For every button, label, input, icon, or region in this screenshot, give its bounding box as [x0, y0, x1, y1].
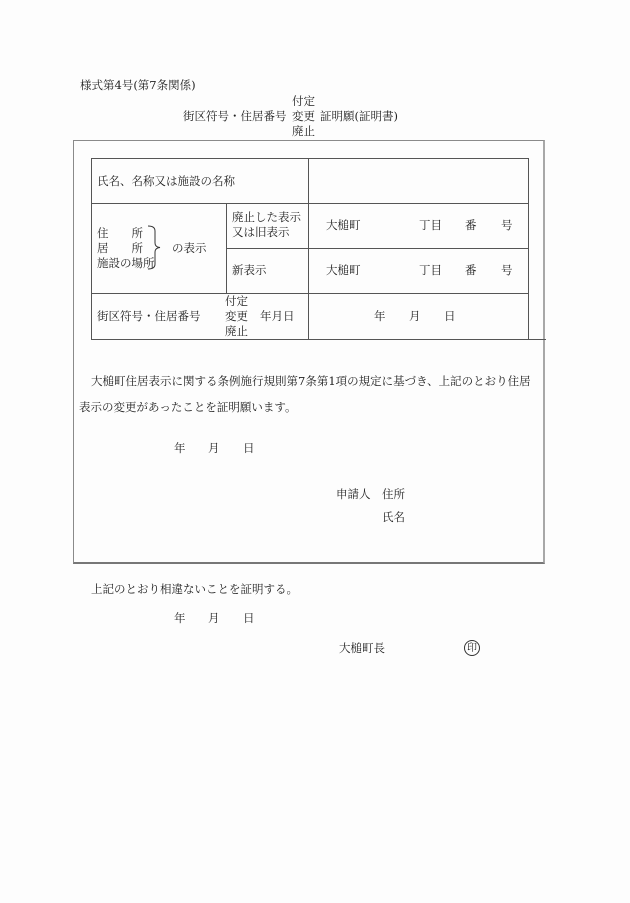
- request-body-line1: 大槌町住居表示に関する条例施行規則第7条第1項の規定に基づき、上記のとおり住居: [91, 374, 531, 388]
- old-town: 大槌町: [326, 218, 361, 232]
- block-number-label: 街区符号・住居番号: [97, 309, 201, 323]
- title-prefix: 街区符号・住居番号: [183, 109, 287, 123]
- title-option-fuitei: 付定: [292, 94, 315, 108]
- form-number: 様式第4号(第7条関係): [80, 78, 196, 92]
- certification-statement: 上記のとおり相違ないことを証明する。: [91, 582, 298, 596]
- applicant-address-label: 住所: [382, 487, 405, 501]
- old-ban: 番: [465, 218, 477, 232]
- new-town: 大槌町: [326, 263, 361, 277]
- request-body-line2: 表示の変更があったことを証明願います。: [79, 400, 297, 414]
- new-chome: 丁目: [419, 263, 442, 277]
- new-go: 号: [501, 263, 513, 277]
- row3-year: 年: [374, 309, 386, 323]
- title-suffix: 証明願(証明書): [320, 109, 398, 123]
- address-label-jusho: 住 所: [97, 226, 143, 240]
- display-suffix: の表示: [172, 241, 207, 255]
- title-option-henkou: 変更: [292, 109, 315, 123]
- row3-option-henkou: 変更: [225, 309, 248, 323]
- address-label-shisetsu: 施設の場所: [97, 256, 155, 270]
- certification-day: 日: [243, 611, 255, 625]
- certification-month: 月: [208, 611, 220, 625]
- request-month: 月: [208, 441, 220, 455]
- name-value-field[interactable]: [312, 162, 524, 200]
- request-year: 年: [174, 441, 186, 455]
- request-day: 日: [243, 441, 255, 455]
- row3-day: 日: [444, 309, 456, 323]
- address-label-kyosho: 居 所: [97, 241, 143, 255]
- applicant-label: 申請人: [336, 487, 371, 501]
- row3-option-haishi: 廃止: [225, 324, 248, 338]
- old-go: 号: [501, 218, 513, 232]
- seal-icon: 印: [464, 640, 480, 656]
- new-display-label: 新表示: [232, 263, 267, 277]
- row3-date-label: 年月日: [260, 309, 295, 323]
- certification-year: 年: [174, 611, 186, 625]
- issuer-title: 大槌町長: [339, 641, 385, 655]
- name-label: 氏名、名称又は施設の名称: [97, 174, 235, 188]
- old-chome: 丁目: [419, 218, 442, 232]
- row3-option-fuitei: 付定: [225, 294, 248, 308]
- applicant-name-label: 氏名: [382, 510, 405, 524]
- row3-month: 月: [409, 309, 421, 323]
- new-ban: 番: [465, 263, 477, 277]
- title-option-haishi: 廃止: [292, 124, 315, 138]
- old-display-label-2: 又は旧表示: [232, 225, 290, 239]
- brace-icon: [146, 225, 168, 270]
- old-display-label-1: 廃止した表示: [232, 210, 301, 224]
